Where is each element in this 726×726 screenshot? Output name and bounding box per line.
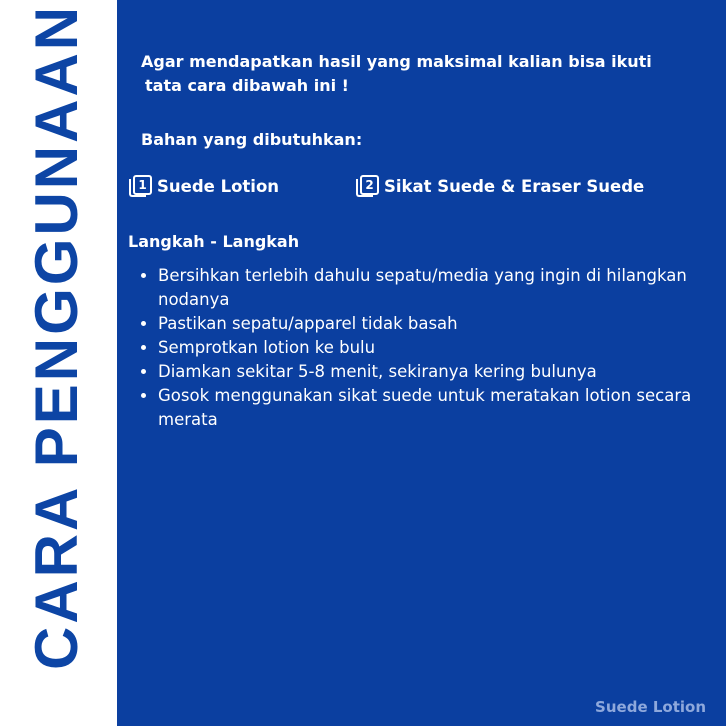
intro-text (141, 50, 652, 98)
steps-heading: Langkah - Langkah (128, 232, 300, 251)
step-item: • Gosok menggunakan sikat suede untuk meratakan lotion secara merata (158, 384, 723, 432)
material-label: Suede Lotion (157, 176, 280, 196)
steps-list (141, 264, 723, 432)
intro-line: Agar mendapatkan hasil yang maksimal kalian bisa ikuti (141, 52, 652, 71)
intro-line: tata cara dibawah ini ! (145, 76, 349, 95)
page-title: CARA PENGGUNAAN (23, 3, 90, 670)
step-item: • Diamkan sekitar 5-8 menit, sekiranya kering bulunya (158, 360, 723, 384)
number-2-icon: 2 (356, 175, 378, 197)
content-panel (117, 0, 726, 726)
materials-heading: Bahan yang dibutuhkan: (141, 130, 363, 149)
material-label: Sikat Suede & Eraser Suede (384, 176, 645, 196)
step-item: • Bersihkan terlebih dahulu sepatu/media yang ingin di hilangkan nodanya (158, 264, 723, 312)
step-item: • Pastikan sepatu/apparel tidak basah (158, 312, 723, 336)
step-item: • Semprotkan lotion ke bulu (158, 336, 723, 360)
material-item (356, 175, 644, 197)
footer-watermark: Suede Lotion (595, 698, 706, 716)
material-item (129, 175, 279, 197)
number-1-icon: 1 (129, 175, 151, 197)
